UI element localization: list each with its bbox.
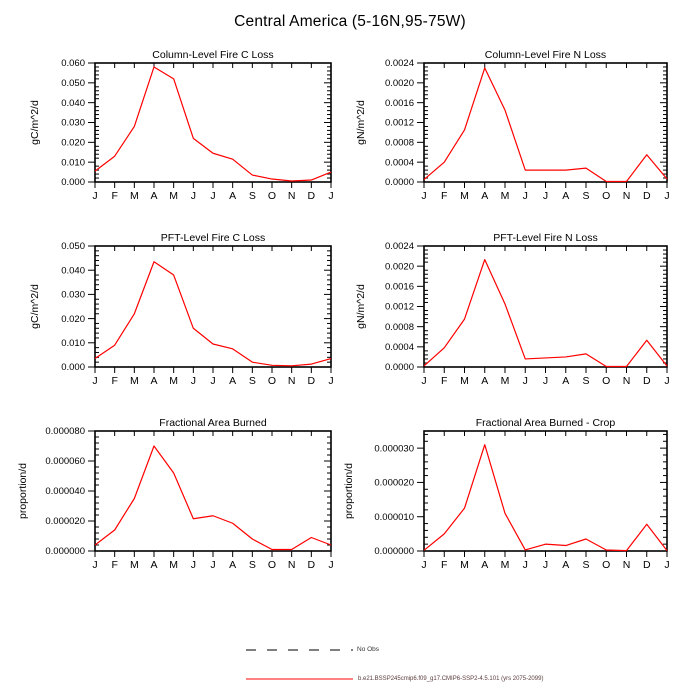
plot-box	[424, 431, 667, 551]
y-tick-label: 0.000	[61, 177, 85, 189]
x-tick-label: A	[562, 190, 570, 202]
x-tick-label: A	[229, 559, 237, 571]
legend-model-line-sample	[246, 676, 358, 682]
x-tick-label: S	[582, 375, 590, 387]
x-tick-label: J	[664, 375, 670, 387]
x-tick-label: S	[582, 190, 590, 202]
x-tick-label: M	[169, 375, 179, 387]
x-tick-label: A	[150, 559, 158, 571]
x-tick-label: J	[92, 375, 98, 387]
panel-title: Fractional Area Burned - Crop	[475, 417, 616, 429]
x-tick-label: J	[421, 559, 427, 571]
x-tick-label: M	[460, 375, 469, 387]
x-tick-label: O	[602, 375, 611, 387]
x-tick-label: A	[562, 375, 570, 387]
y-tick-label: 0.000010	[374, 511, 414, 523]
x-tick-label: J	[522, 375, 528, 387]
y-tick-label: 0.0020	[384, 261, 414, 273]
plot-box	[424, 246, 667, 367]
plot-box	[95, 63, 331, 182]
y-tick-label: 0.000040	[45, 486, 85, 498]
x-tick-label: A	[481, 190, 489, 202]
y-tick-label: 0.000020	[374, 477, 414, 489]
y-tick-label: 0.040	[61, 97, 85, 109]
x-tick-label: J	[421, 375, 427, 387]
x-tick-label: F	[441, 559, 448, 571]
panel-title: PFT-Level Fire N Loss	[493, 232, 598, 244]
x-tick-label: J	[664, 190, 670, 202]
x-tick-label: A	[229, 190, 237, 202]
y-axis-label: gN/m^2/d	[355, 284, 367, 329]
x-tick-label: F	[111, 559, 118, 571]
x-tick-label: J	[92, 559, 98, 571]
x-tick-label: J	[328, 190, 334, 202]
y-axis-label: gN/m^2/d	[355, 100, 367, 145]
y-tick-label: 0.0012	[384, 301, 414, 313]
panel-title: Column-Level Fire C Loss	[152, 49, 274, 61]
series-line	[95, 67, 331, 181]
series-line	[95, 446, 331, 550]
x-tick-label: A	[481, 375, 489, 387]
series-line	[424, 68, 667, 182]
legend-item-model-run: b.e21.BSSP245cmip6.f09_g17.CMIP6-SSP2-4.5.101 (yrs 2075-2099)	[358, 675, 544, 682]
panel-pft-fire-n-loss	[355, 232, 670, 387]
x-tick-label: J	[421, 190, 427, 202]
x-tick-label: M	[129, 190, 139, 202]
x-tick-label: J	[328, 559, 334, 571]
plot-box	[424, 63, 667, 182]
x-tick-label: S	[248, 559, 256, 571]
x-tick-label: F	[111, 190, 118, 202]
panel-frac-area-burned	[17, 417, 334, 571]
y-axis-label: proportion/d	[17, 462, 29, 520]
x-tick-label: S	[582, 559, 590, 571]
panel-column-fire-n-loss	[355, 49, 670, 202]
y-tick-label: 0.010	[61, 157, 85, 169]
x-tick-label: M	[500, 190, 510, 202]
y-tick-label: 0.020	[61, 137, 85, 149]
x-tick-label: J	[664, 559, 670, 571]
y-tick-label: 0.0004	[384, 157, 414, 169]
series-line	[95, 262, 331, 366]
x-tick-label: A	[229, 375, 237, 387]
x-tick-label: J	[522, 190, 528, 202]
series-line	[424, 260, 667, 367]
x-tick-label: F	[111, 375, 118, 387]
x-tick-label: N	[287, 190, 296, 202]
x-tick-label: J	[522, 559, 528, 571]
x-tick-label: J	[92, 190, 98, 202]
legend-item-no-obs: No Obs	[357, 646, 380, 653]
y-tick-label: 0.010	[61, 338, 85, 349]
y-tick-label: 0.0024	[384, 58, 414, 70]
x-tick-label: J	[210, 559, 216, 571]
x-tick-label: O	[602, 559, 611, 571]
x-tick-label: A	[150, 375, 158, 387]
y-tick-label: 0.000	[61, 362, 85, 374]
y-tick-label: 0.0008	[384, 137, 414, 149]
y-tick-label: 0.0008	[384, 321, 414, 333]
x-tick-label: J	[190, 559, 196, 571]
x-tick-label: N	[622, 190, 631, 202]
panel-pft-fire-c-loss	[29, 232, 334, 387]
x-tick-label: M	[169, 559, 179, 571]
x-tick-label: M	[460, 190, 469, 202]
y-tick-label: 0.030	[61, 117, 85, 129]
series-line	[424, 445, 667, 551]
x-tick-label: N	[622, 375, 631, 387]
x-tick-label: J	[210, 190, 216, 202]
x-tick-label: M	[169, 190, 179, 202]
y-tick-label: 0.000080	[45, 426, 85, 438]
x-tick-label: F	[441, 375, 448, 387]
x-tick-label: D	[307, 375, 316, 387]
y-tick-label: 0.0016	[384, 281, 414, 293]
x-tick-label: M	[129, 375, 139, 387]
y-tick-label: 0.000020	[45, 516, 85, 528]
x-tick-label: N	[287, 559, 296, 571]
y-tick-label: 0.0012	[384, 117, 414, 129]
x-tick-label: M	[129, 559, 139, 571]
y-tick-label: 0.060	[61, 58, 85, 70]
y-axis-label: gC/m^2/d	[29, 100, 41, 145]
panel-frac-area-burned-crop	[343, 417, 670, 571]
panel-title: Column-Level Fire N Loss	[484, 49, 607, 61]
x-tick-label: J	[542, 559, 549, 571]
x-tick-label: O	[267, 559, 277, 571]
x-tick-label: M	[500, 375, 510, 387]
x-tick-label: S	[248, 375, 256, 387]
x-tick-label: O	[602, 190, 611, 202]
y-tick-label: 0.0024	[384, 241, 414, 253]
x-tick-label: N	[287, 375, 296, 387]
y-tick-label: 0.050	[61, 78, 85, 90]
y-tick-label: 0.0004	[384, 342, 414, 354]
y-axis-label: proportion/d	[343, 462, 355, 520]
x-tick-label: F	[441, 190, 448, 202]
x-tick-label: J	[190, 190, 196, 202]
x-tick-label: M	[500, 559, 510, 571]
y-tick-label: 0.030	[61, 289, 85, 301]
x-tick-label: S	[248, 190, 256, 202]
y-tick-label: 0.020	[61, 313, 85, 325]
panel-column-fire-c-loss	[29, 49, 334, 202]
y-tick-label: 0.050	[61, 241, 85, 253]
y-tick-label: 0.040	[61, 265, 85, 277]
x-tick-label: D	[307, 559, 316, 571]
x-tick-label: O	[267, 190, 277, 202]
x-tick-label: O	[267, 375, 277, 387]
y-tick-label: 0.000000	[45, 546, 85, 558]
y-tick-label: 0.0000	[384, 362, 414, 374]
x-tick-label: D	[642, 190, 651, 202]
legend-no-obs-line-sample	[246, 647, 358, 653]
x-tick-label: A	[481, 559, 489, 571]
y-tick-label: 0.0020	[384, 78, 414, 90]
panel-title: PFT-Level Fire C Loss	[160, 232, 266, 244]
x-tick-label: A	[562, 559, 570, 571]
x-tick-label: A	[150, 190, 158, 202]
y-axis-label: gC/m^2/d	[29, 284, 41, 329]
y-tick-label: 0.000000	[374, 546, 414, 558]
figure-title: Central America (5-16N,95-75W)	[234, 13, 466, 30]
plot-box	[95, 431, 331, 551]
x-tick-label: J	[328, 375, 334, 387]
plot-box	[95, 246, 331, 367]
x-tick-label: M	[460, 559, 469, 571]
y-tick-label: 0.000060	[45, 456, 85, 468]
x-tick-label: J	[542, 190, 549, 202]
y-tick-label: 0.0000	[384, 177, 414, 189]
x-tick-label: D	[642, 375, 651, 387]
panel-title: Fractional Area Burned	[159, 417, 267, 429]
y-tick-label: 0.000030	[374, 443, 414, 455]
x-tick-label: J	[190, 375, 196, 387]
x-tick-label: J	[542, 375, 549, 387]
x-tick-label: D	[307, 190, 316, 202]
y-tick-label: 0.0016	[384, 97, 414, 109]
x-tick-label: N	[622, 559, 631, 571]
x-tick-label: J	[210, 375, 216, 387]
x-tick-label: D	[642, 559, 651, 571]
